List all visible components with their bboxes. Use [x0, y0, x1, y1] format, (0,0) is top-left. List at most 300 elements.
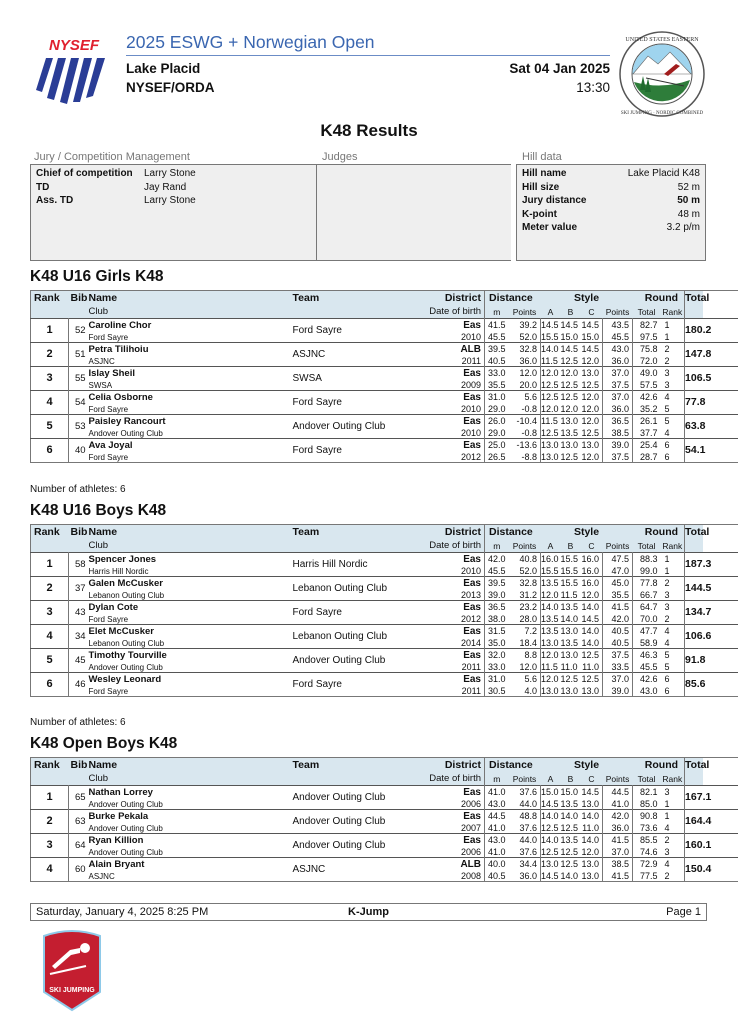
results-table	[30, 290, 738, 463]
athlete-row[interactable]	[31, 439, 738, 453]
round-rank: 2	[664, 356, 670, 366]
section-title: K48 Open Boys K48	[30, 735, 178, 752]
dob-cell: 2006	[421, 847, 485, 858]
style-points: 38.5	[603, 858, 633, 872]
style-points: 43.5	[603, 319, 633, 333]
round-total: 88.3	[633, 553, 661, 567]
athlete-name: Nathan Lorrey	[88, 787, 153, 798]
style-a: 15.5	[541, 332, 559, 342]
athlete-row[interactable]	[31, 415, 738, 429]
style-a: 13.0	[541, 452, 559, 462]
district-cell	[421, 439, 485, 453]
style-c: 16.0	[581, 554, 599, 564]
club-name: ASJNC	[88, 356, 115, 366]
style-b: 15.5	[560, 566, 579, 576]
col-rank: Rank	[34, 292, 60, 304]
district-code: Eas	[463, 602, 481, 613]
style-b: 11.5	[560, 590, 578, 600]
total-score: 180.2	[685, 319, 703, 343]
distance-m: 31.5	[487, 626, 506, 636]
col-spacer	[293, 773, 421, 786]
round-rank: 2	[664, 344, 670, 354]
col-distance: Distance	[489, 292, 533, 304]
round-rank: 2	[664, 871, 670, 881]
rank-cell: 6	[31, 439, 69, 463]
distance-points: -13.6	[516, 440, 537, 450]
col-c: C	[588, 307, 595, 317]
athlete-row[interactable]	[31, 391, 738, 405]
hill-key: Meter value	[522, 222, 578, 233]
athlete-row[interactable]	[31, 649, 738, 663]
round-total: 66.7	[633, 590, 661, 601]
style-a: 14.0	[541, 835, 559, 845]
team-cell: Ford Sayre	[292, 397, 342, 408]
round-total: 74.6	[633, 847, 661, 858]
header-row	[31, 306, 738, 319]
distance-m: 45.5	[487, 566, 506, 576]
distance-m: 44.5	[487, 811, 506, 821]
total-score: 91.8	[685, 649, 703, 673]
club-name: ASJNC	[88, 871, 115, 881]
total-score: 167.1	[685, 786, 703, 810]
style-a: 12.5	[541, 428, 559, 438]
club-name: Andover Outing Club	[88, 823, 163, 833]
round-total: 97.5	[633, 332, 661, 343]
dob-cell: 2009	[421, 380, 485, 391]
athlete-row[interactable]	[31, 625, 738, 639]
col-b: B	[567, 774, 574, 784]
style-a: 13.5	[541, 614, 559, 624]
dob-cell: 2012	[421, 452, 485, 463]
distance-points: -10.4	[516, 416, 537, 426]
club-name: Ford Sayre	[88, 332, 129, 342]
style-points: 39.0	[603, 439, 633, 453]
distance-points: 12.0	[519, 662, 537, 672]
style-b: 13.0	[560, 686, 579, 696]
col-a: A	[547, 774, 554, 784]
style-c: 12.0	[581, 847, 599, 857]
col-m: m	[493, 541, 501, 551]
style-a: 14.5	[541, 799, 559, 809]
round-rank: 5	[664, 416, 670, 426]
style-c: 12.5	[581, 428, 599, 438]
district-code: Eas	[463, 554, 481, 565]
style-b: 14.0	[560, 811, 579, 821]
style-b: 13.5	[560, 835, 579, 845]
style-b: 13.0	[560, 440, 579, 450]
style-points: 40.5	[603, 625, 633, 639]
col-bib: Bib	[70, 292, 88, 304]
col-c: C	[588, 541, 595, 551]
athlete-row[interactable]	[31, 577, 738, 591]
jury-row	[31, 194, 317, 208]
distance-m: 29.0	[487, 428, 506, 438]
col-round: Round	[644, 526, 679, 538]
style-c: 11.0	[582, 823, 599, 833]
col-dob: Date of birth	[421, 306, 485, 319]
col-spacer	[685, 773, 703, 786]
col-round-total: Total	[637, 774, 656, 784]
rank-cell: 3	[31, 367, 69, 391]
style-c: 12.0	[581, 356, 599, 366]
total-score: 160.1	[685, 834, 703, 858]
club-name: Ford Sayre	[88, 614, 129, 624]
col-club: Club	[88, 540, 109, 551]
team-cell: Ford Sayre	[292, 679, 342, 690]
bib-cell: 43	[75, 607, 86, 618]
distance-points: 23.2	[519, 602, 537, 612]
distance-m: 35.5	[487, 380, 506, 390]
style-c: 13.0	[581, 686, 599, 696]
team-cell: SWSA	[292, 373, 322, 384]
hill-row	[517, 221, 705, 235]
dob-cell: 2006	[421, 799, 485, 810]
style-b: 14.5	[560, 320, 579, 330]
round-total: 64.7	[633, 601, 661, 615]
dob-cell: 2011	[421, 686, 485, 697]
round-rank: 5	[664, 650, 670, 660]
style-points: 41.5	[603, 871, 633, 882]
distance-m: 33.0	[487, 368, 506, 378]
team-cell: ASJNC	[292, 864, 326, 875]
district-code: Eas	[463, 674, 481, 685]
rank-cell: 2	[31, 810, 69, 834]
round-total: 73.6	[633, 823, 661, 834]
athlete-row[interactable]	[31, 553, 738, 567]
col-spacer	[69, 773, 89, 786]
jury-role: Ass. TD	[36, 195, 74, 206]
header-row	[31, 758, 738, 774]
style-points: 37.5	[603, 452, 633, 463]
col-style: Style	[573, 526, 600, 538]
round-rank: 1	[664, 320, 670, 330]
style-a: 11.5	[541, 415, 561, 429]
style-points: 37.0	[603, 673, 633, 687]
distance-m: 35.0	[487, 638, 506, 648]
hill-value: Lake Placid K48	[627, 168, 700, 179]
district-code: Eas	[463, 368, 481, 379]
bib-cell: 60	[75, 864, 86, 875]
distance-m: 31.0	[487, 674, 506, 684]
athlete-row[interactable]	[31, 834, 738, 848]
district-cell	[421, 625, 485, 639]
svg-text:SKI JUMPING: SKI JUMPING	[49, 987, 95, 994]
jury-person: Larry Stone	[144, 195, 196, 206]
round-total: 25.4	[633, 439, 661, 453]
team-cell: Andover Outing Club	[292, 840, 386, 851]
distance-m: 36.5	[487, 602, 506, 612]
distance-m: 42.0	[487, 554, 506, 564]
distance-m: 43.0	[487, 799, 506, 809]
event-time: 13:30	[576, 80, 610, 95]
athlete-row[interactable]	[31, 786, 738, 800]
style-b: 13.0	[560, 416, 579, 426]
style-b: 12.5	[560, 356, 579, 366]
style-points: 36.0	[603, 404, 633, 415]
athlete-row[interactable]	[31, 367, 738, 381]
style-b: 12.0	[560, 404, 579, 414]
style-a: 12.5	[541, 392, 559, 402]
hill-key: K-point	[522, 208, 557, 220]
dob-cell: 2011	[421, 356, 485, 367]
style-a: 11.5	[541, 662, 561, 673]
style-c: 15.0	[581, 332, 599, 342]
style-b: 12.5	[560, 674, 579, 684]
distance-m: 25.0	[487, 440, 506, 450]
team-cell: Andover Outing Club	[292, 655, 386, 666]
col-total: Total	[685, 526, 710, 538]
event-date: Sat 04 Jan 2025	[509, 61, 610, 76]
athlete-row[interactable]	[31, 858, 738, 872]
col-style: Style	[573, 292, 600, 304]
rank-cell: 4	[31, 858, 69, 882]
style-a: 12.0	[541, 404, 559, 414]
style-points: 42.0	[603, 810, 633, 824]
round-total: 82.7	[633, 319, 661, 333]
round-rank: 4	[664, 823, 670, 833]
round-rank: 2	[664, 614, 670, 624]
style-c: 11.0	[582, 662, 599, 672]
round-total: 90.8	[633, 810, 661, 824]
style-points: 35.5	[603, 590, 633, 601]
style-c: 12.5	[581, 650, 599, 660]
round-total: 46.3	[633, 649, 661, 663]
style-points: 47.0	[603, 566, 633, 577]
distance-m: 38.0	[487, 614, 506, 624]
style-c: 14.0	[581, 626, 599, 636]
distance-points: 37.6	[519, 823, 537, 833]
style-points: 41.5	[603, 601, 633, 615]
athlete-row[interactable]	[31, 343, 738, 357]
svg-text:NYSEF: NYSEF	[48, 37, 100, 54]
athlete-name: Timothy Tourville	[88, 650, 167, 661]
distance-points: 39.2	[519, 320, 537, 330]
col-dist-points: Points	[512, 774, 537, 784]
total-score: 106.5	[685, 367, 703, 391]
district-code: Eas	[463, 416, 481, 427]
round-total: 99.0	[633, 566, 661, 577]
round-total: 35.2	[633, 404, 661, 415]
bib-cell: 63	[75, 816, 86, 827]
style-b: 12.5	[560, 847, 579, 857]
style-a: 15.5	[541, 566, 559, 576]
style-c: 14.5	[581, 614, 599, 624]
athlete-name: Petra Tilihoiu	[88, 344, 149, 355]
round-total: 47.7	[633, 625, 661, 639]
style-c: 12.0	[581, 590, 599, 600]
title-divider	[126, 55, 610, 56]
distance-points: 44.0	[519, 835, 537, 845]
club-name: Lebanon Outing Club	[88, 638, 165, 648]
round-rank: 4	[664, 626, 670, 636]
jury-panel-label: Jury / Competition Management	[34, 151, 190, 163]
rank-cell: 5	[31, 649, 69, 673]
style-a: 12.0	[541, 650, 559, 660]
col-rank: Rank	[34, 759, 60, 771]
style-points: 37.0	[603, 367, 633, 381]
club-name: Harris Hill Nordic	[88, 566, 149, 576]
round-total: 85.5	[633, 834, 661, 848]
col-a: A	[547, 541, 554, 551]
district-code: ALB	[460, 344, 481, 355]
distance-m: 40.5	[487, 356, 506, 366]
style-a: 12.5	[541, 380, 559, 390]
hill-key: Hill size	[522, 181, 560, 193]
total-score: 106.6	[685, 625, 703, 649]
style-b: 12.5	[560, 380, 579, 390]
round-rank: 1	[664, 554, 670, 564]
style-c: 12.0	[581, 404, 599, 414]
distance-points: 40.8	[519, 554, 537, 564]
col-style-points: Points	[605, 307, 630, 317]
round-rank: 2	[664, 578, 670, 588]
distance-points: 5.6	[524, 392, 537, 402]
header-row	[31, 525, 738, 541]
style-a: 13.0	[541, 859, 559, 869]
style-b: 12.5	[560, 452, 579, 462]
athlete-row[interactable]	[31, 810, 738, 824]
club-name: SWSA	[88, 380, 113, 390]
dob-cell: 2008	[421, 871, 485, 882]
col-name: Name	[88, 526, 118, 538]
col-name: Name	[88, 759, 118, 771]
rank-cell: 2	[31, 577, 69, 601]
round-total: 85.0	[633, 799, 661, 810]
athlete-row[interactable]	[31, 601, 738, 615]
style-points: 39.0	[603, 686, 633, 697]
round-total: 49.0	[633, 367, 661, 381]
jury-panel	[30, 164, 317, 261]
athlete-row[interactable]	[31, 673, 738, 687]
round-total: 58.9	[633, 638, 661, 649]
athlete-name: Wesley Leonard	[88, 674, 162, 685]
club-name: Andover Outing Club	[88, 428, 163, 438]
distance-m: 45.5	[487, 332, 506, 342]
distance-points: 28.0	[519, 614, 537, 624]
round-total: 72.0	[633, 356, 661, 367]
col-round: Round	[644, 759, 679, 771]
style-b: 15.0	[560, 787, 579, 797]
athlete-row[interactable]	[31, 319, 738, 333]
distance-m: 41.0	[487, 823, 506, 833]
round-rank: 4	[664, 638, 670, 648]
header-row	[31, 773, 738, 786]
style-b: 13.5	[560, 428, 579, 438]
col-round: Round	[644, 292, 679, 304]
header-row	[31, 291, 738, 307]
dob-cell: 2010	[421, 332, 485, 343]
col-m: m	[493, 307, 501, 317]
distance-m: 29.0	[487, 404, 506, 414]
total-score: 164.4	[685, 810, 703, 834]
style-points: 42.0	[603, 614, 633, 625]
results-table	[30, 524, 738, 697]
round-rank: 4	[664, 392, 670, 402]
dob-cell: 2011	[421, 662, 485, 673]
col-bib: Bib	[70, 526, 88, 538]
round-total: 82.1	[633, 786, 661, 800]
distance-m: 39.5	[487, 578, 506, 588]
athlete-count: Number of athletes: 6	[30, 484, 126, 495]
col-style: Style	[573, 759, 600, 771]
athlete-name: Burke Pekala	[88, 811, 149, 822]
col-m: m	[493, 774, 501, 784]
distance-points: 36.0	[519, 356, 537, 366]
jury-role: Chief of competition	[36, 168, 133, 179]
district-cell	[421, 601, 485, 615]
style-a: 12.5	[541, 847, 559, 857]
col-b: B	[567, 307, 574, 317]
style-points: 40.5	[603, 638, 633, 649]
hill-value: 3.2 p/m	[666, 222, 700, 233]
distance-points: 12.0	[519, 368, 537, 378]
print-timestamp: Saturday, January 4, 2025 8:25 PM	[36, 906, 209, 918]
round-total: 70.0	[633, 614, 661, 625]
district-cell	[421, 553, 485, 567]
distance-m: 31.0	[487, 392, 506, 402]
rank-cell: 1	[31, 319, 69, 343]
distance-points: 8.8	[524, 650, 537, 660]
distance-points: 20.0	[519, 380, 537, 390]
col-round-rank: Rank	[662, 307, 683, 317]
round-rank: 1	[664, 799, 670, 809]
bib-cell: 40	[75, 445, 86, 456]
distance-points: 4.0	[524, 686, 537, 696]
team-cell: Ford Sayre	[292, 607, 342, 618]
club-name: Andover Outing Club	[88, 847, 163, 857]
district-code: Eas	[463, 578, 481, 589]
style-c: 12.5	[581, 380, 599, 390]
district-cell	[421, 367, 485, 381]
round-rank: 3	[664, 380, 670, 390]
round-rank: 3	[664, 590, 670, 600]
round-rank: 6	[664, 674, 670, 684]
event-title: 2025 ESWG + Norwegian Open	[126, 32, 375, 52]
svg-text:SKI JUMPING · NORDIC COMBINED: SKI JUMPING · NORDIC COMBINED	[620, 111, 704, 116]
style-points: 44.5	[603, 786, 633, 800]
col-spacer	[685, 540, 703, 553]
distance-points: -0.8	[521, 404, 537, 414]
team-cell: Lebanon Outing Club	[292, 631, 388, 642]
bib-cell: 64	[75, 840, 86, 851]
col-distance: Distance	[489, 526, 533, 538]
team-cell: Ford Sayre	[292, 445, 342, 456]
distance-m: 43.0	[487, 835, 506, 845]
style-a: 14.0	[541, 344, 559, 354]
district-cell	[421, 577, 485, 591]
style-b: 15.5	[560, 554, 579, 564]
style-c: 12.0	[581, 392, 599, 402]
club-name: Ford Sayre	[88, 452, 129, 462]
page-number: Page 1	[666, 906, 701, 918]
hill-key: Hill name	[522, 168, 567, 179]
distance-m: 41.5	[487, 320, 506, 330]
distance-m: 32.0	[487, 650, 506, 660]
style-points: 37.5	[603, 649, 633, 663]
col-spacer	[69, 306, 89, 319]
round-total: 42.6	[633, 391, 661, 405]
club-name: Ford Sayre	[88, 686, 129, 696]
bib-cell: 55	[75, 373, 86, 384]
rank-cell: 1	[31, 786, 69, 810]
round-rank: 3	[664, 602, 670, 612]
col-round-rank: Rank	[662, 774, 683, 784]
district-code: ALB	[460, 859, 481, 870]
style-b: 13.5	[560, 799, 579, 809]
bib-cell: 51	[75, 349, 86, 360]
hill-row	[517, 167, 705, 181]
district-cell	[421, 810, 485, 824]
